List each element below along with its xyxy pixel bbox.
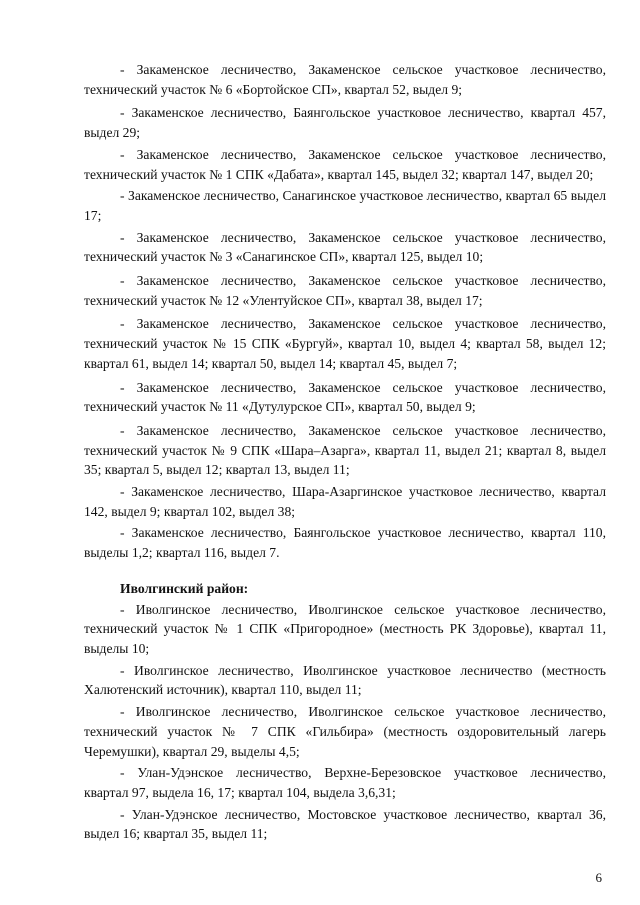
list-item: - Иволгинское лесничество, Иволгинское сельское участковое лесничество, технический участок № 1 СПК «Пригородное» (местность РК Здоровье), квартал 11, выделы 10;	[84, 601, 606, 656]
list-item: - Закаменское лесничество, Закаменское сельское участковое лесничество, технический участок № 15 СПК «Бургуй», квартал 10, выдел 4; квартал 58, выдел 12; квартал 61, выдел 14; квартал 50, выдел 14; квартал 45, выдел 7;	[84, 316, 606, 371]
list-item: - Закаменское лесничество, Баянгольское участковое лесничество, квартал 110, выделы 1,2; квартал 116, выдел 7.	[84, 525, 606, 561]
page-number: 6	[595, 870, 602, 885]
list-item: - Закаменское лесничество, Закаменское сельское участковое лесничество, технический участок № 12 «Улентуйское СП», квартал 38, выдел 17;	[84, 273, 606, 308]
list-item: - Иволгинское лесничество, Иволгинское сельское участковое лесничество, технический участок № 7 СПК «Гильбира» (местность оздоровительный лагерь Черемушки), квартал 29, выделы 4,5;	[84, 704, 606, 759]
list-item: - Улан-Удэнское лесничество, Верхне-Березовское участковое лесничество, квартал 97, выдела 16, 17; квартал 104, выдела 3,6,31;	[84, 765, 606, 800]
list-item: - Закаменское лесничество, Санагинское участковое лесничество, квартал 65 выдел 17;	[84, 188, 606, 223]
ivolginsky-list	[84, 600, 606, 844]
list-item: - Закаменское лесничество, Закаменское сельское участковое лесничество, технический участок № 1 СПК «Дабата», квартал 145, выдел 32; квартал 147, выдел 20;	[84, 146, 606, 182]
list-item: - Закаменское лесничество, Шара-Азаргинское участковое лесничество, квартал 142, выдел 9; квартал 102, выдел 38;	[84, 484, 606, 519]
zakamensky-list	[84, 60, 606, 563]
list-item: - Закаменское лесничество, Закаменское сельское участковое лесничество, технический участок № 3 «Санагинское СП», квартал 125, выдел 10;	[84, 229, 606, 265]
list-item: - Улан-Удэнское лесничество, Мостовское участковое лесничество, квартал 36, выдел 16; квартал 35, выдел 11;	[84, 806, 606, 842]
section-spacer	[84, 565, 606, 579]
document-page	[84, 60, 606, 846]
list-item: - Закаменское лесничество, Закаменское сельское участковое лесничество, технический участок № 9 СПК «Шара–Азарга», квартал 11, выдел 21; квартал 8, выдел 35; квартал 5, выдел 12; квартал 13, выдел 11;	[84, 422, 606, 478]
list-item: - Закаменское лесничество, Закаменское сельское участковое лесничество, технический участок № 6 «Бортойское СП», квартал 52, выдел 9;	[84, 62, 606, 97]
list-item: - Закаменское лесничество, Закаменское сельское участковое лесничество, технический участок № 11 «Дутулурское СП», квартал 50, выдел 9;	[84, 379, 606, 415]
list-item: - Иволгинское лесничество, Иволгинское участковое лесничество (местность Халютенский источник), квартал 110, выдел 11;	[84, 662, 606, 698]
list-item: - Закаменское лесничество, Баянгольское участковое лесничество, квартал 457, выдел 29;	[84, 105, 606, 141]
section-heading: Иволгинский район:	[120, 580, 249, 596]
